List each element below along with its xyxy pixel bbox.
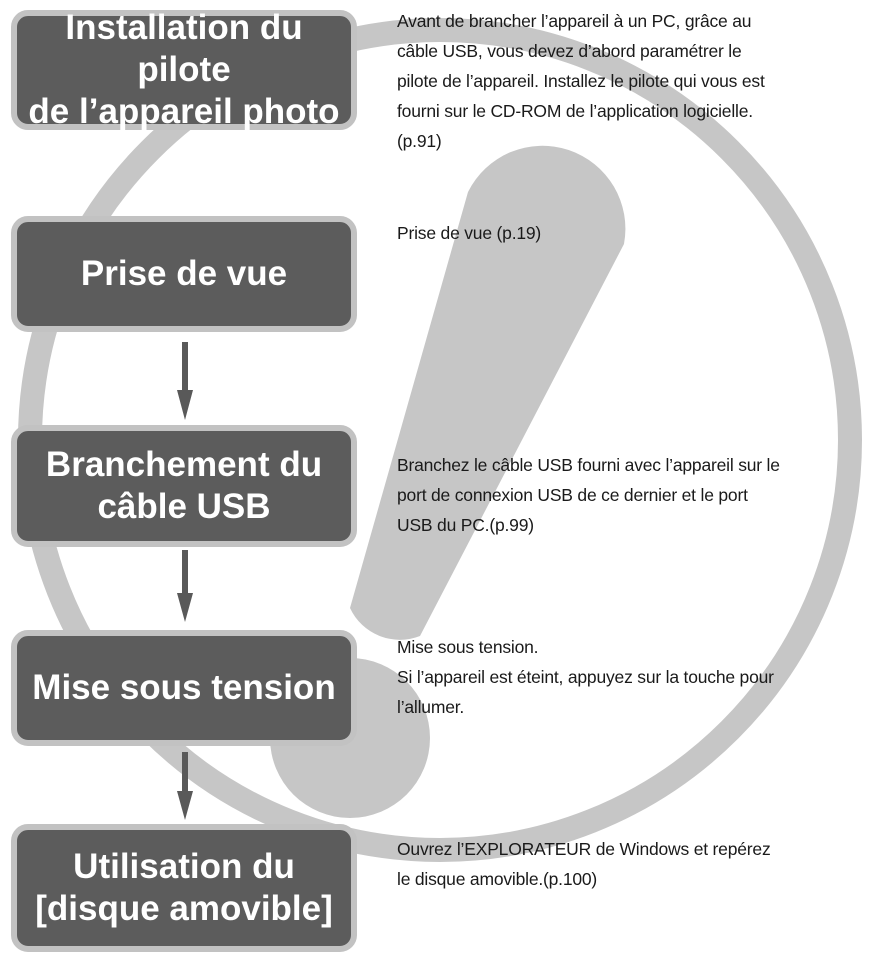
- step-title-power-on: Mise sous tension: [32, 668, 336, 707]
- step-box-driver-install: [11, 10, 357, 130]
- step-description-usb-connection: Branchez le câble USB fourni avec l’appareil sur le port de connexion USB de ce dernier et le port USB du PC.(p.99): [397, 455, 780, 535]
- step-description-shooting: Prise de vue (p.19): [397, 223, 542, 243]
- down-arrow-icon: [177, 342, 193, 420]
- step-box-shooting: [11, 216, 357, 332]
- step-box-power-on: [11, 630, 357, 746]
- step-description-removable-disk: Ouvrez l’EXPLORATEUR de Windows et repérez le disque amovible.(p.100): [397, 839, 771, 889]
- down-arrow-icon: [177, 550, 193, 622]
- down-arrow-icon: [177, 752, 193, 820]
- step-description-driver-install: Avant de brancher l’appareil à un PC, grâce au câble USB, vous devez d’abord paramétrer le pilote de l’appareil. Installez le pilote qui vous est fourni sur le CD-ROM de l’application logicielle. (p.91): [397, 11, 765, 151]
- step-description-power-on: Mise sous tension. Si l’appareil est éteint, appuyez sur la touche pour l’allumer.: [397, 637, 774, 717]
- step-box-usb-connection: [11, 425, 357, 547]
- step-title-driver-install: Installation du pilote de l’appareil photo: [28, 8, 340, 131]
- step-title-removable-disk: Utilisation du [disque amovible]: [35, 847, 333, 928]
- step-title-shooting: Prise de vue: [80, 254, 288, 293]
- step-box-removable-disk: [11, 824, 357, 952]
- step-title-usb-connection: Branchement du câble USB: [45, 445, 323, 526]
